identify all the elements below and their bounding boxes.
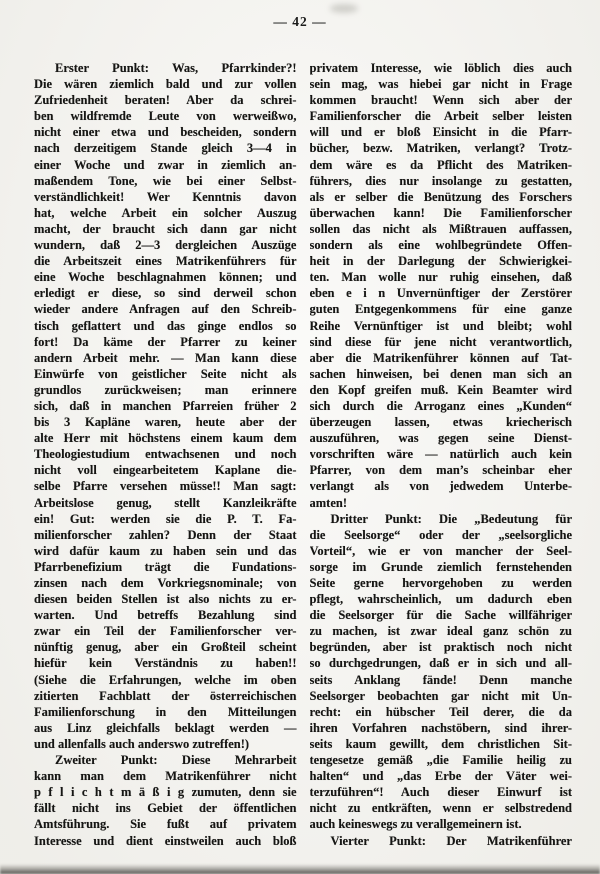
text-line: wundern, daß 2—3 dergleichen Auszüge	[34, 238, 297, 253]
text-line: Vierter Punkt: Der Matrikenführer	[330, 833, 572, 848]
text-line: seits Anklang fände! Denn manche	[309, 672, 572, 687]
text-line: sein mag, was hiebei gar nicht in Frage	[309, 77, 572, 92]
text-line: Pfarrbenefizium trägt die Fundations-	[34, 559, 297, 574]
text-line: eine Woche beschlagnahmen können; und	[34, 270, 297, 285]
scan-smudge-artifact	[330, 4, 358, 13]
text-line: vorschriften wäre — natürlich auch kein	[309, 447, 572, 462]
text-line: milienforscher zahlen? Denn der Staat	[34, 527, 297, 542]
text-line: (Siehe die Erfahrungen, welche im oben	[34, 672, 297, 687]
text-line: Seelsorger beobachten gar nicht mit Un-	[309, 688, 572, 703]
text-line: hat, welche Arbeit ein solcher Auszug	[34, 205, 297, 220]
text-columns	[0, 30, 600, 849]
text-line: dem wäre es da Pflicht des Matriken-	[309, 157, 572, 172]
text-line: Pfarrer, von dem man’s scheinbar eher	[309, 463, 572, 478]
text-line: verständlichkeit! Wer Kenntnis davon	[34, 189, 297, 204]
text-line: guten Entgegenkommens für eine ganze	[309, 302, 572, 317]
text-line: terzuführen“! Auch dieser Einwurf ist	[309, 785, 572, 800]
text-line: die Seelsorge“ oder der „seelsorgliche	[309, 527, 572, 542]
text-line: auch keineswegs zu verallgemeinern ist.	[309, 817, 522, 832]
text-line: tengesetze gemäß „die Familie heilig zu	[309, 753, 572, 768]
right-column	[310, 60, 573, 849]
text-line: kommen braucht! Wenn sich aber der	[309, 93, 572, 108]
text-line: sind diese für jene nicht verantwortlich,	[309, 334, 572, 349]
text-line: nicht voll eingearbeitetem Kaplane die-	[34, 463, 297, 478]
text-line: Zufriedenheit beraten! Aber da schrei-	[34, 93, 297, 108]
paragraph	[34, 60, 297, 752]
text-line: Interesse und dient einstweilen auch bloß	[34, 833, 297, 848]
text-line: ihren Vorfahren nachstöbern, sind ihrer-	[309, 720, 572, 735]
text-line: überzeugen lassen, etwas kriecherisch	[309, 415, 572, 430]
text-line: seits kaum gewillt, dem christlichen Sit-	[309, 736, 572, 751]
text-line: Theologiestudium entwachsenen und noch	[34, 447, 297, 462]
text-line: sachen hinweisen, bei denen man sich an	[309, 366, 572, 381]
text-line: ein! Gut: werden sie die P. T. Fa-	[34, 511, 297, 526]
text-line: Zweiter Punkt: Diese Mehrarbeit	[55, 753, 297, 768]
text-line: die Seelsorger für die Sache willfähriger	[309, 608, 572, 623]
text-line: Die wären ziemlich bald und zur vollen	[34, 77, 297, 92]
text-line: fort! Da käme der Pfarrer zu keiner	[34, 334, 297, 349]
text-line: Familienforschung in den Mitteilungen	[34, 704, 297, 719]
text-line: zu machen, ist zwar ideal ganz schön zu	[309, 624, 572, 639]
page-number: — 42 —	[273, 14, 327, 29]
text-line: Vorteil“, wie er von mancher der Seel-	[309, 543, 572, 558]
paragraph	[310, 511, 573, 833]
text-line: Seite gerne hervorgehoben zu werden	[309, 576, 572, 590]
left-column	[34, 60, 297, 849]
text-line: ten. Man wolle nur ruhig einsehen, daß	[309, 270, 572, 285]
text-line: aus Linz gleichfalls beklagt werden —	[34, 720, 297, 735]
text-line: bücher, bezw. Matriken, verlangt? Trotz-	[309, 141, 572, 156]
text-line: sondern als eine wohlbegründete Offen-	[309, 238, 572, 253]
text-line: so durchgedrungen, daß er in sich und all-	[309, 656, 572, 671]
text-line: nach derzeitigem Stande gleich 3—4 in	[34, 141, 297, 156]
text-line: sorge im Grunde ziemlich fernstehenden	[309, 559, 572, 574]
text-line: zwar ein Teil der Familienforscher ver-	[34, 624, 297, 639]
text-line: einer Woche und zwar in ziemlich an-	[34, 157, 297, 172]
text-line: amten!	[309, 495, 347, 510]
text-line: fällt nicht ins Gebiet der öffentlichen	[34, 801, 297, 816]
text-line: Erster Punkt: Was, Pfarrkinder?!	[55, 61, 297, 75]
text-line: aber die Matrikenführer können auf Tat-	[309, 350, 572, 365]
text-line: überwachen kann! Die Familienforscher	[309, 205, 572, 220]
text-line: sich durch die Arroganz eines „Kunden“	[309, 398, 572, 413]
text-line: grundlos zurückweisen; man erinnere	[34, 382, 297, 397]
text-line: auszuführen, was gegen seine Dienst-	[309, 431, 572, 446]
text-line: zinsen nach dem Vorkriegsnominale; von	[34, 576, 297, 590]
text-line: wird dafür kaum zu haben sein und das	[34, 543, 297, 558]
text-line: alte Herr mit höchstens einem kaum dem	[34, 431, 297, 446]
text-line: kann man dem Matrikenführer nicht	[34, 769, 297, 784]
text-line: recht: ein hübscher Teil derer, die da	[309, 704, 572, 719]
text-line: p f l i c h t m ä ß i g zumuten, denn sie	[34, 785, 297, 800]
text-line: hiefür kein Verständnis zu haben!!	[34, 656, 297, 671]
text-line: tisch geflattert und das ginge endlos so	[34, 318, 297, 333]
text-line: warten. Und betreffs Bezahlung sind	[34, 608, 297, 623]
text-line: heit in der Darlegung der Schwierigkei-	[309, 254, 572, 269]
text-line: begründen, aber ist praktisch noch nicht	[309, 640, 572, 655]
text-line: sollen das nicht als Mißtrauen auffassen,	[309, 221, 572, 236]
text-line: die Arbeitszeit eines Matrikenführers für	[34, 254, 297, 269]
text-line: ben wildfremde Leute von werweißwo,	[34, 109, 297, 124]
paragraph	[310, 60, 573, 511]
text-line: halten“ und „das Erbe der Väter wei-	[309, 769, 572, 784]
text-line: Familienforscher die Arbeit selber leisten	[309, 109, 572, 124]
text-line: Amtsführung. Sie fußt auf privatem	[34, 817, 297, 832]
text-line: nünftig genug, aber ein Großteil scheint	[34, 640, 297, 655]
text-line: Einwürfe von geistlicher Seite nicht als	[34, 366, 297, 381]
paragraph	[310, 833, 573, 849]
scan-edge-artifact	[0, 864, 600, 874]
text-line: sich, daß in manchen Pfarreien früher 2	[34, 398, 297, 413]
text-line: eben e i n Unvernünftiger der Zerstörer	[309, 286, 572, 301]
text-line: zitierten Fachblatt der österreichischen	[34, 688, 297, 703]
text-line: diesen beiden Stellen ist also nichts zu er-	[34, 592, 297, 607]
text-line: macht, der braucht sich dann gar nicht	[34, 221, 297, 236]
text-line: verlangt als von jedwedem Unterbe-	[309, 479, 572, 494]
text-line: erledigt er diese, so sind derweil schon	[34, 286, 297, 301]
text-line: Reihe Vernünftiger ist und bleibt; wohl	[309, 318, 572, 333]
text-line: nicht einer etwa und bescheiden, sondern	[34, 125, 297, 140]
text-line: führers, dies nur insolange zu gestatten,	[309, 173, 572, 188]
paragraph	[34, 752, 297, 849]
text-line: selbe Pfarre versehen müsse!! Man sagt:	[34, 479, 297, 494]
text-line: bis 3 Kapläne waren, heute aber der	[34, 415, 297, 430]
text-line: Arbeitslose genug, stellt Kanzleikräfte	[34, 495, 297, 510]
text-line: pflegt, wahrscheinlich, um dadurch eben	[309, 592, 572, 607]
text-line: und allenfalls auch anderswo zutreffen!)	[34, 736, 250, 751]
text-line: will und er bloß Einsicht in die Pfarr-	[309, 125, 572, 140]
text-line: Dritter Punkt: Die „Bedeutung für	[330, 511, 572, 526]
text-line: maßendem Tone, wie bei einer Selbst-	[34, 173, 297, 188]
text-line: andern Arbeit mehr. — Man kann diese	[34, 350, 297, 365]
text-line: als er selber die Benützung des Forschers	[309, 189, 572, 204]
text-line: den Kopf greifen muß. Kein Beamter wird	[309, 382, 572, 397]
text-line: wieder andere Anfragen auf den Schreib-	[34, 302, 297, 317]
text-line: privatem Interesse, wie löblich dies auch	[309, 61, 572, 75]
text-line: nicht zu entkräften, wenn er selbstredend	[309, 801, 572, 816]
